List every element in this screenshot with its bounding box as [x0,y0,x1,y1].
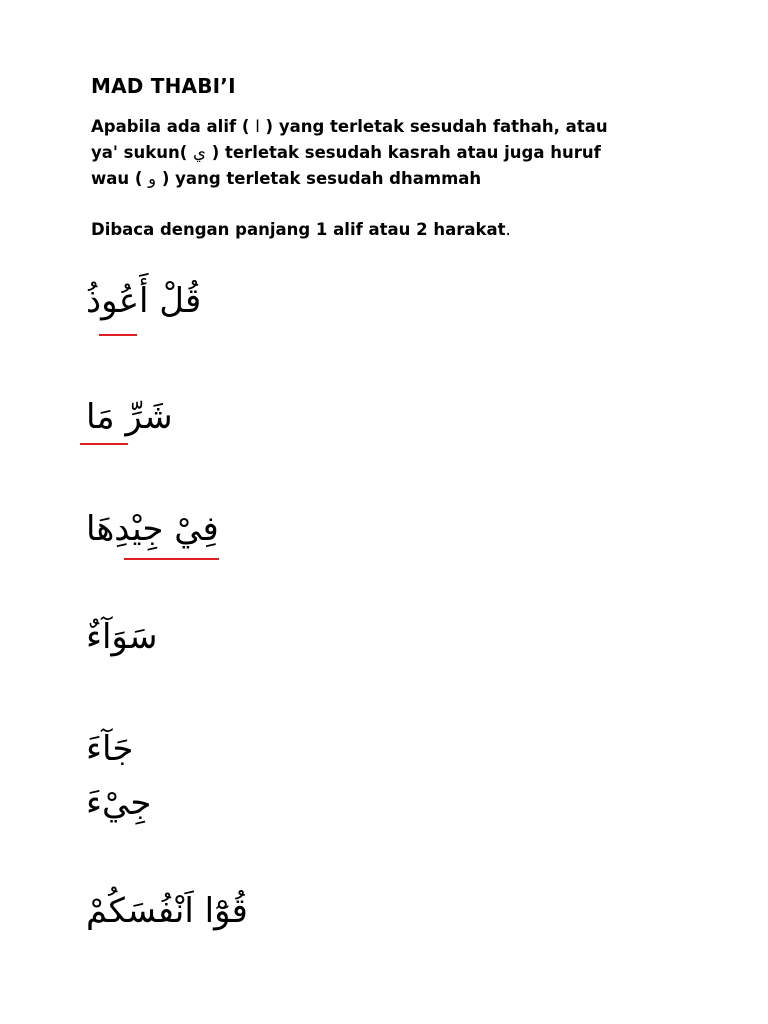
example-qul-audhu: قُلْ أَعُوذُ [86,281,202,321]
description-paragraph [91,114,608,192]
example-jaa: جَآءَ [86,729,134,769]
highlight-underline [99,334,137,336]
example-quu-anfusakum: قُوْٓا اَنْفُسَكُمْ [86,891,248,931]
page-title: MAD THABI’I [91,74,236,98]
highlight-underline [124,558,219,560]
ya-glyph: ي [193,143,206,162]
highlight-underline [80,443,128,445]
example-sawaaun: سَوَآءٌ [86,617,158,657]
description-line-2: ya' sukun( ي ) terletak sesudah kasrah atau juga huruf [91,140,608,166]
example-jii: جِيْءَ [86,783,152,823]
reading-rule: Dibaca dengan panjang 1 alif atau 2 harakat. [91,220,511,239]
description-line-3: wau ( و ) yang terletak sesudah dhammah [91,166,608,192]
alif-glyph: ا [255,117,260,136]
description-line-1: Apabila ada alif ( ا ) yang terletak sesudah fathah, atau [91,114,608,140]
example-sharri-ma: شَرِّ مَا [86,397,173,437]
example-fi-jidiha: فِيْ جِيْدِهَا [86,509,219,549]
wau-glyph: و [148,169,157,188]
